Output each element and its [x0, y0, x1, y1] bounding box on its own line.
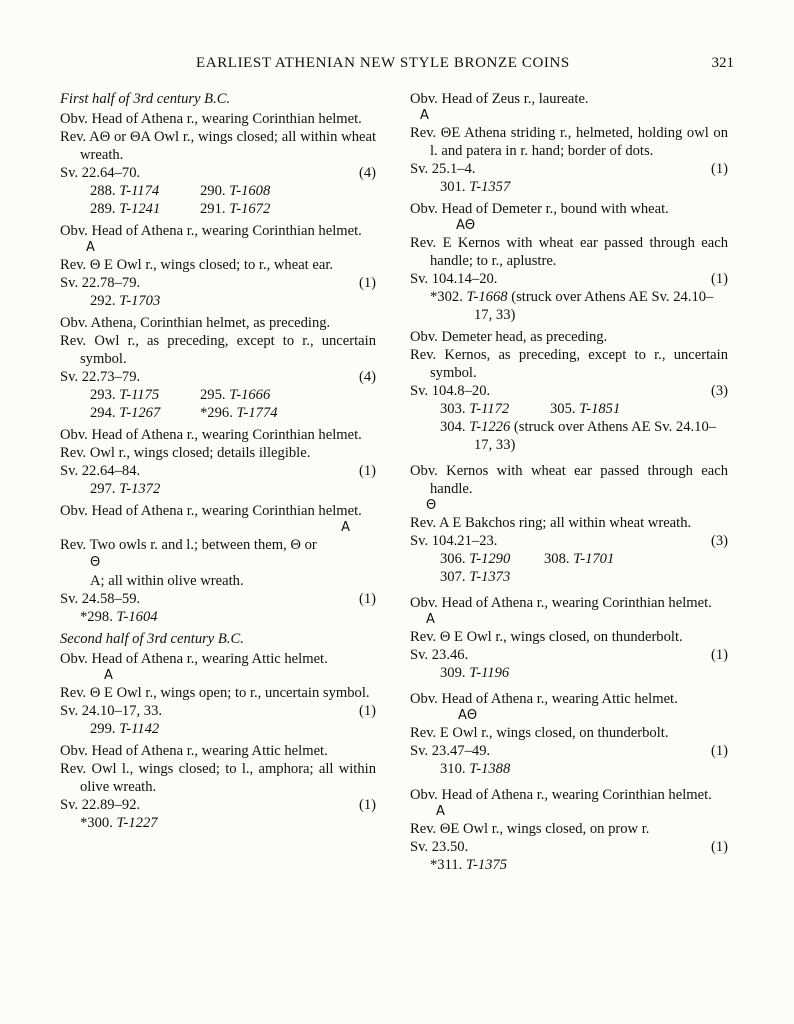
sv-number: Sv. 22.64–84. — [60, 463, 141, 479]
sv-reference — [410, 382, 728, 400]
catalog-entries — [60, 386, 376, 422]
obverse-text: Obv. Head of Athena r., wearing Attic helmet. — [410, 691, 678, 707]
sv-number: Sv. 22.89–92. — [60, 797, 141, 813]
catalog-entries — [410, 550, 728, 586]
catalog-entry: 303. T-1172 — [440, 401, 510, 417]
reverse-text: Rev. E Kernos with wheat ear passed through each handle; to r., aplustre. — [410, 235, 728, 269]
sv-reference — [410, 270, 728, 288]
monogram-above: AΘ — [458, 708, 478, 723]
catalog-entries — [60, 814, 376, 832]
specimen-count: (4) — [358, 165, 376, 181]
specimen-count: (1) — [358, 591, 376, 607]
obverse-text: Obv. Kernos with wheat ear passed through each handle. — [410, 463, 728, 497]
reverse-text: Rev. Θ E Owl r., wings closed, on thunderbolt. — [410, 629, 683, 645]
catalog-entry: 301. T-1357 — [440, 179, 511, 195]
reverse-text: Rev. Owl r., wings closed; details illegible. — [60, 445, 311, 461]
sv-number: Sv. 25.1–4. — [410, 161, 476, 177]
catalog-entries — [60, 292, 376, 310]
reverse-text: Rev. Two owls r. and l.; between them, Θ or — [60, 537, 317, 553]
sv-number: Sv. 24.10–17, 33. — [60, 703, 163, 719]
catalog-entry: 293. T-1175 — [90, 387, 160, 403]
specimen-count: (4) — [358, 369, 376, 385]
obverse-text: Obv. Head of Zeus r., laureate. — [410, 91, 589, 107]
catalog-entry: 289. T-1241 — [90, 201, 161, 217]
running-header — [0, 54, 794, 74]
catalog-entry: 292. T-1703 — [90, 293, 161, 309]
sv-reference — [60, 796, 376, 814]
obverse-text: Obv. Head of Athena r., wearing Attic helmet. — [60, 651, 328, 667]
specimen-count: (1) — [710, 271, 728, 287]
obverse-text: Obv. Head of Demeter r., bound with wheat. — [410, 201, 669, 217]
reverse-text: Rev. ΘE Athena striding r., helmeted, holding owl on l. and patera in r. hand; border of dots. — [410, 125, 728, 159]
catalog-entry: 304. T-1226 (struck over Athens AE Sv. 24.10–17, 33) — [440, 419, 717, 453]
catalog-entry: *302. T-1668 (struck over Athens AE Sv. 24.10–17, 33) — [430, 289, 714, 323]
specimen-count: (1) — [710, 161, 728, 177]
sv-reference — [410, 742, 728, 760]
right-column — [410, 90, 728, 874]
monogram-above: A — [341, 520, 350, 535]
sv-reference — [410, 838, 728, 856]
sv-number: Sv. 22.78–79. — [60, 275, 141, 291]
specimen-count: (1) — [710, 839, 728, 855]
obverse-text: Obv. Head of Athena r., wearing Attic helmet. — [60, 743, 328, 759]
specimen-count: (1) — [358, 275, 376, 291]
sv-reference — [410, 532, 728, 550]
section-heading: First half of 3rd century B.C. — [60, 91, 231, 107]
sv-reference — [60, 368, 376, 386]
sv-reference — [60, 164, 376, 182]
catalog-entries — [60, 182, 376, 218]
catalog-entry: 310. T-1388 — [440, 761, 511, 777]
specimen-count: (1) — [358, 703, 376, 719]
specimen-count: (1) — [358, 463, 376, 479]
catalog-entry: 305. T-1851 — [550, 401, 621, 417]
reverse-text: Rev. Θ E Owl r., wings closed; to r., wheat ear. — [60, 257, 334, 273]
monogram-above: A — [104, 668, 113, 683]
sv-number: Sv. 24.58–59. — [60, 591, 141, 607]
monogram-above: Θ — [426, 498, 437, 513]
specimen-count: (1) — [358, 797, 376, 813]
obverse-text: Obv. Head of Athena r., wearing Corinthian helmet. — [60, 111, 362, 127]
section-heading: Second half of 3rd century B.C. — [60, 631, 244, 647]
sv-number: Sv. 104.21–23. — [410, 533, 498, 549]
reverse-text: Rev. AΘ or ΘA Owl r., wings closed; all within wheat wreath. — [60, 129, 376, 163]
catalog-entry: *300. T-1227 — [80, 815, 158, 831]
reverse-text: Rev. Θ E Owl r., wings open; to r., uncertain symbol. — [60, 685, 370, 701]
sv-reference — [60, 702, 376, 720]
obverse-text: Obv. Athena, Corinthian helmet, as preceding. — [60, 315, 331, 331]
monogram-above: A — [436, 804, 445, 819]
sv-reference — [410, 160, 728, 178]
reverse-text: Rev. ΘE Owl r., wings closed, on prow r. — [410, 821, 650, 837]
catalog-entries — [410, 400, 728, 418]
monogram-above: A — [420, 108, 429, 123]
catalog-entries — [410, 664, 728, 682]
catalog-entry: 294. T-1267 — [90, 405, 161, 421]
catalog-entry: 290. T-1608 — [200, 183, 271, 199]
catalog-entry: 309. T-1196 — [440, 665, 510, 681]
reverse-text: Rev. Owl r., as preceding, except to r., uncertain symbol. — [60, 333, 376, 367]
monogram-above: A — [86, 240, 95, 255]
sv-number: Sv. 23.46. — [410, 647, 469, 663]
obverse-text: Obv. Head of Athena r., wearing Corinthian helmet. — [410, 787, 712, 803]
reverse-text: Rev. Kernos, as preceding, except to r., uncertain symbol. — [410, 347, 728, 381]
monogram-above: AΘ — [456, 218, 476, 233]
catalog-entries — [410, 178, 728, 196]
reverse-text-cont: A; all within olive wreath. — [90, 573, 244, 589]
reverse-text: Rev. E Owl r., wings closed, on thunderbolt. — [410, 725, 669, 741]
reverse-text: Rev. Owl l., wings closed; to l., amphora; all within olive wreath. — [60, 761, 376, 795]
specimen-count: (1) — [710, 743, 728, 759]
catalog-entry: *298. T-1604 — [80, 609, 158, 625]
catalog-entry: *296. T-1774 — [200, 405, 278, 421]
catalog-entry: 299. T-1142 — [90, 721, 160, 737]
catalog-entries — [410, 760, 728, 778]
left-column — [60, 90, 376, 832]
sv-reference — [410, 646, 728, 664]
sv-number: Sv. 104.14–20. — [410, 271, 498, 287]
catalog-entry: *311. T-1375 — [430, 857, 508, 873]
obverse-text: Obv. Head of Athena r., wearing Corinthian helmet. — [60, 223, 362, 239]
catalog-entry: 307. T-1373 — [440, 569, 511, 585]
specimen-count: (1) — [710, 647, 728, 663]
sv-reference — [60, 274, 376, 292]
sv-number: Sv. 23.47–49. — [410, 743, 491, 759]
sv-reference — [60, 590, 376, 608]
monogram-line: Θ — [90, 555, 101, 570]
specimen-count: (3) — [710, 383, 728, 399]
monogram-above: A — [426, 612, 435, 627]
catalog-entries — [60, 480, 376, 498]
catalog-entry: 306. T-1290 — [440, 551, 511, 567]
specimen-count: (3) — [710, 533, 728, 549]
page-title: EARLIEST ATHENIAN NEW STYLE BRONZE COINS — [196, 55, 570, 71]
reverse-text: Rev. A E Bakchos ring; all within wheat wreath. — [410, 515, 692, 531]
sv-reference — [60, 462, 376, 480]
catalog-entries — [410, 856, 728, 874]
sv-number: Sv. 22.64–70. — [60, 165, 141, 181]
catalog-entries — [60, 720, 376, 738]
obverse-text: Obv. Head of Athena r., wearing Corinthian helmet. — [60, 427, 362, 443]
obverse-text: Obv. Demeter head, as preceding. — [410, 329, 608, 345]
catalog-entry: 308. T-1701 — [544, 551, 615, 567]
sv-number: Sv. 23.50. — [410, 839, 469, 855]
obverse-text: Obv. Head of Athena r., wearing Corinthian helmet. — [410, 595, 712, 611]
catalog-entries — [60, 608, 376, 626]
obverse-text: Obv. Head of Athena r., wearing Corinthian helmet. — [60, 503, 362, 519]
catalog-entry: 288. T-1174 — [90, 183, 160, 199]
catalog-entry: 297. T-1372 — [90, 481, 161, 497]
catalog-entry: 291. T-1672 — [200, 201, 271, 217]
sv-number: Sv. 22.73–79. — [60, 369, 141, 385]
sv-number: Sv. 104.8–20. — [410, 383, 491, 399]
catalog-entry: 295. T-1666 — [200, 387, 271, 403]
page-number: 321 — [711, 55, 734, 71]
